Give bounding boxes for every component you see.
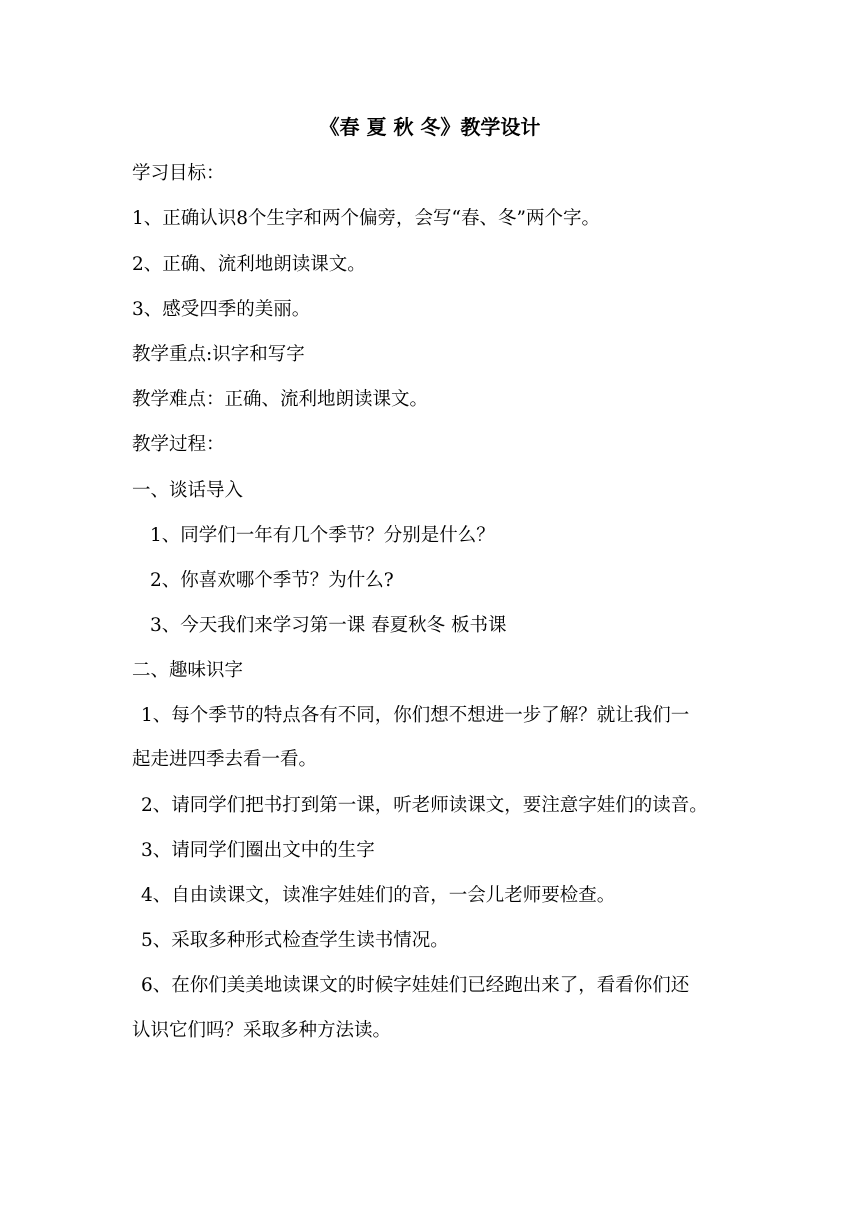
section-2-item-1: 1、每个季节的特点各有不同，你们想不想进一步了解？就让我们一: [141, 705, 690, 726]
section-2-item-5: 5、采取多种形式检查学生读书情况。: [141, 930, 449, 951]
section-2-item-4: 4、自由读课文，读准字娃娃们的音，一会儿老师要检查。: [141, 885, 616, 906]
section-1-item-3: 3、今天我们来学习第一课 春夏秋冬 板书课: [150, 615, 507, 636]
objective-1: 1、正确认识8个生字和两个偏旁，会写“春、冬”两个字。: [132, 208, 600, 229]
document-title: 《春 夏 秋 冬》教学设计: [319, 115, 541, 139]
teaching-difficulties: 教学难点：正确、流利地朗读课文。: [132, 389, 429, 410]
section-2-heading: 二、趣味识字: [132, 660, 244, 681]
section-2-item-6: 6、在你们美美地读课文的时候字娃娃们已经跑出来了，看看你们还: [141, 975, 690, 996]
section-2-item-1-continued: 起走进四季去看一看。: [132, 749, 318, 770]
section-2-item-6-continued: 认识它们吗？采取多种方法读。: [132, 1020, 392, 1041]
heading-learning-objectives: 学习目标：: [132, 163, 225, 184]
heading-teaching-process: 教学过程：: [132, 434, 225, 455]
section-1-heading: 一、谈话导入: [132, 480, 244, 501]
section-2-item-2: 2、请同学们把书打到第一课，听老师读课文，要注意字娃们的读音。: [141, 795, 708, 816]
teaching-key-points: 教学重点:识字和写字: [132, 344, 305, 365]
section-1-item-1: 1、同学们一年有几个季节？分别是什么？: [150, 525, 495, 546]
objective-2: 2、正确、流利地朗读课文。: [132, 254, 366, 275]
objective-3: 3、感受四季的美丽。: [132, 299, 311, 320]
section-2-item-3: 3、请同学们圈出文中的生字: [141, 840, 375, 861]
section-1-item-2: 2、你喜欢哪个季节？为什么?: [150, 570, 394, 591]
